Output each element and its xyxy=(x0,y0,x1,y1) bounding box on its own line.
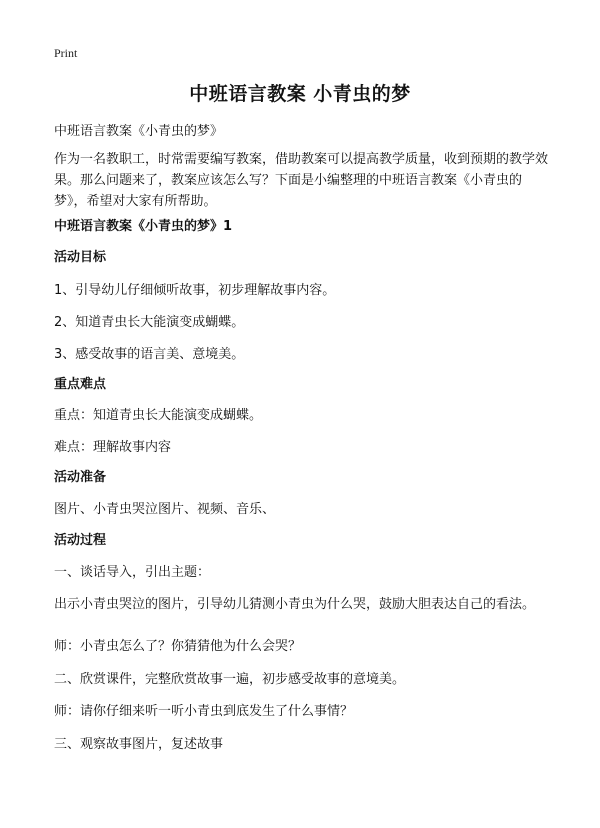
difficult-point: 难点：理解故事内容 xyxy=(54,440,172,455)
print-link[interactable]: Print xyxy=(54,46,78,60)
process-step-2: 二、欣赏课件，完整欣赏故事一遍，初步感受故事的意境美。 xyxy=(54,672,406,687)
key-point: 重点：知道青虫长大能演变成蝴蝶。 xyxy=(54,408,263,423)
goals-heading: 活动目标 xyxy=(54,250,107,265)
process-teacher-question-1: 师：小青虫怎么了？你猜猜他为什么会哭？ xyxy=(54,639,302,654)
process-step-1-detail: 出示小青虫哭泣的图片，引导幼儿猜测小青虫为什么哭，鼓励大胆表达自己的看法。 xyxy=(54,597,536,612)
goal-item-1: 1、引导幼儿仔细倾听故事，初步理解故事内容。 xyxy=(54,283,336,298)
prep-materials: 图片、小青虫哭泣图片、视频、音乐、 xyxy=(54,502,276,517)
intro-paragraph: 作为一名教职工，时常需要编写教案，借助教案可以提高教学质量，收到预期的教学效果。那么问题来了，教案应该怎么写？下面是小编整理的中班语言教案《小青虫的梦》，希望对大家有所帮助。 xyxy=(54,152,549,209)
process-step-1: 一、谈话导入，引出主题： xyxy=(54,565,211,580)
goal-item-2: 2、知道青虫长大能演变成蝴蝶。 xyxy=(54,315,245,330)
key-heading: 重点难点 xyxy=(54,377,107,392)
section-title: 中班语言教案《小青虫的梦》1 xyxy=(54,219,233,234)
process-step-3: 三、观察故事图片，复述故事 xyxy=(54,737,224,752)
process-heading: 活动过程 xyxy=(54,533,107,548)
page-title: 中班语言教案 小青虫的梦 xyxy=(189,83,411,105)
prep-heading: 活动准备 xyxy=(54,470,107,485)
subtitle: 中班语言教案《小青虫的梦》 xyxy=(54,124,224,139)
process-teacher-question-2: 师：请你仔细来听一听小青虫到底发生了什么事情？ xyxy=(54,704,354,719)
goal-item-3: 3、感受故事的语言美、意境美。 xyxy=(54,347,245,362)
